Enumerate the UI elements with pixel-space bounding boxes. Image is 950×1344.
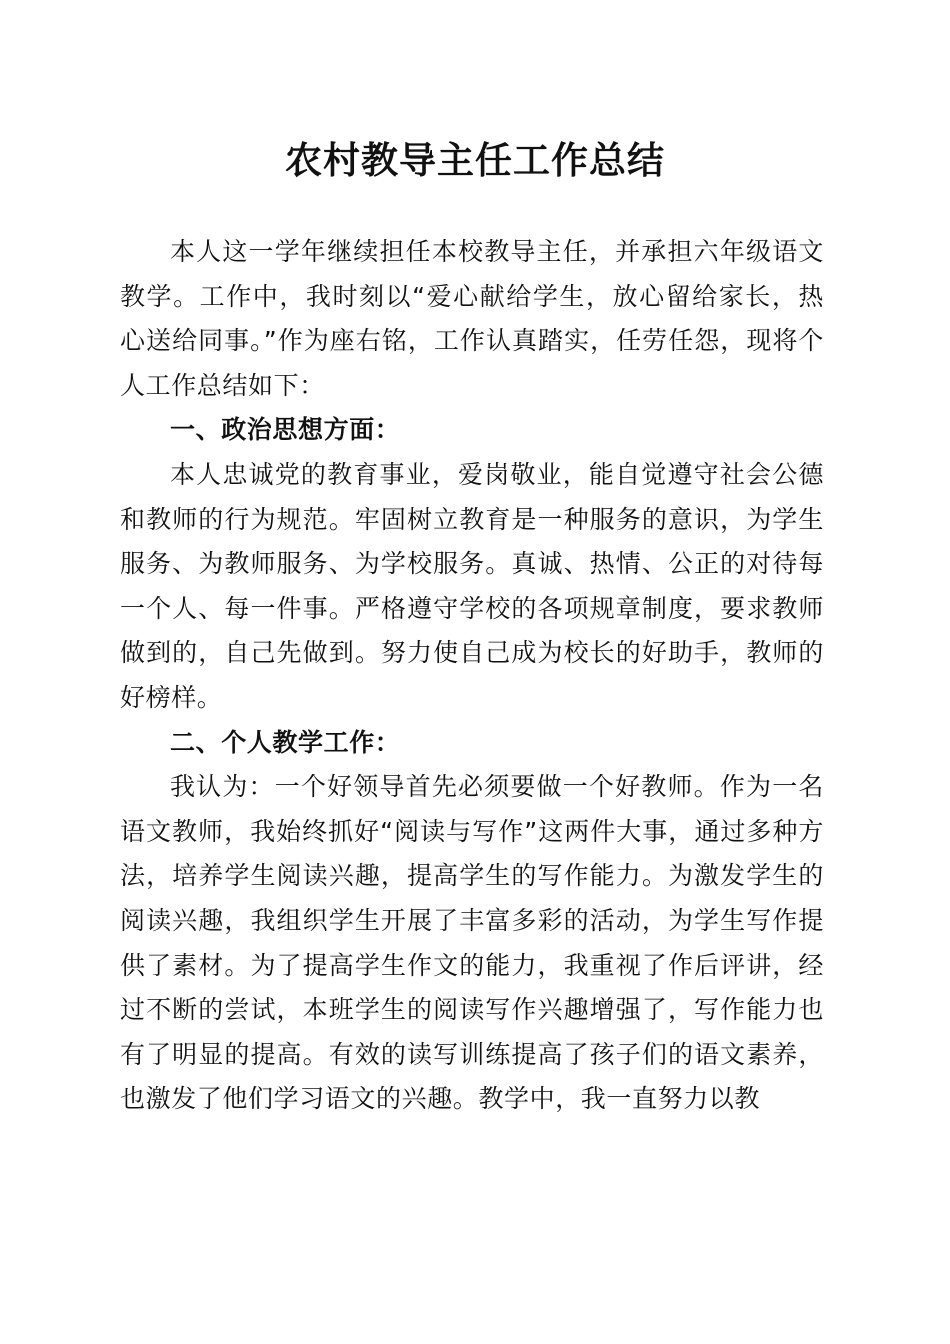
section-paragraph-teaching: 我认为：一个好领导首先必须要做一个好教师。作为一名语文教师，我始终抓好“阅读与写作”这两件大事，通过多种方法，培养学生阅读兴趣，提高学生的写作能力。为激发学生的阅读兴趣，我组织学生开展了丰富多彩的活动，为学生写作提供了素材。为了提高学生作文的能力，我重视了作后评讲，经过不断的尝试，本班学生的阅读写作兴趣增强了，写作能力也有了明显的提高。有效的读写训练提高了孩子们的语文素养，也激发了他们学习语文的兴趣。教学中，我一直努力以教	[120, 772, 824, 1114]
intro-paragraph: 本人这一学年继续担任本校教导主任，并承担六年级语文教学。工作中，我时刻以“爱心献给学生，放心留给家长，热心送给同事。”作为座右铭，工作认真踏实，任劳任怨，现将个人工作总结如下：	[120, 237, 824, 400]
document-body	[120, 230, 824, 1122]
document-title: 农村教导主任工作总结	[285, 138, 665, 182]
section-paragraph-political: 本人忠诚党的教育事业，爱岗敬业，能自觉遵守社会公德和教师的行为规范。牢固树立教育是一种服务的意识，为学生服务、为教师服务、为学校服务。真诚、热情、公正的对待每一个人、每一件事。严格遵守学校的各项规章制度，要求教师做到的，自己先做到。努力使自己成为校长的好助手，教师的好榜样。	[120, 459, 824, 712]
section-heading-political: 一、政治思想方面：	[170, 415, 401, 445]
section-heading-teaching: 二、个人教学工作：	[170, 727, 401, 757]
